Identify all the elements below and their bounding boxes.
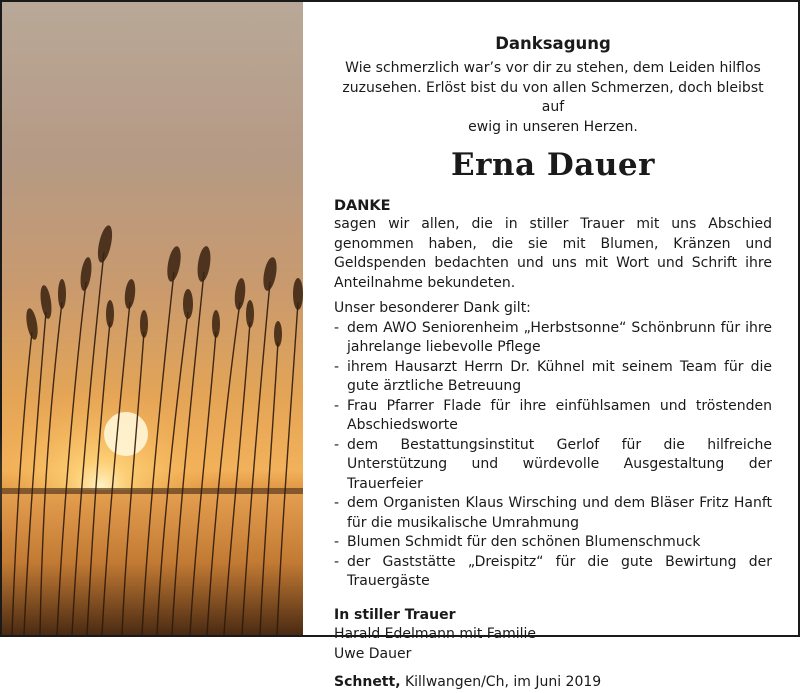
list-item: - dem AWO Seniorenheim „Herbstsonne“ Schönbrunn für ihre jahrelange liebevolle Pflege [334, 319, 772, 355]
dank-list [334, 319, 772, 592]
notice-heading: Danksagung [495, 34, 611, 53]
danke-title: DANKE [334, 198, 391, 214]
list-item: - Frau Pfarrer Flade für ihre einfühlsamen und tröstenden Abschiedsworte [334, 397, 772, 433]
mourners-block [334, 606, 772, 665]
list-item: - dem Organisten Klaus Wirsching und dem Bläser Fritz Hanft für die musikalische Umrahmung [334, 495, 772, 531]
list-item-text: dem AWO Seniorenheim „Herbstsonne“ Schönbrunn für ihre jahrelange liebevolle Pflege [347, 319, 772, 355]
list-item-text: ihrem Hausarzt Herrn Dr. Kühnel mit seinem Team für die gute ärztliche Betreuung [347, 358, 772, 394]
poem-line: Wie schmerzlich war’s vor dir zu stehen, dem Leiden hilflos [345, 60, 761, 76]
list-item-text: der Gaststätte „Dreispitz“ für die gute Bewirtung der Trauergäste [347, 553, 772, 589]
sunset-reeds-photo [2, 2, 303, 635]
list-item-text: Blumen Schmidt für den schönen Blumenschmuck [347, 534, 701, 550]
dank-intro: Unser besonderer Dank gilt: [334, 300, 531, 316]
list-item: - dem Bestattungsinstitut Gerlof für die hilfreiche Unterstützung und würdevolle Ausgestaltung der Trauerfeier [334, 436, 772, 492]
danke-body: sagen wir allen, die in stiller Trauer mit uns Abschied genommen haben, die sie mit Blumen, Kränzen und Geldspenden bedachten und uns mit Wort und Schrift ihre Anteilnahme bekundeten. [334, 216, 772, 291]
poem-line: zuzusehen. Erlöst bist du von allen Schmerzen, doch bleibst auf [342, 79, 764, 115]
list-item-text: dem Bestattungsinstitut Gerlof für die hilfreiche Unterstützung und würdevolle Ausgestaltung der Trauerfeier [347, 436, 772, 492]
place-town: Schnett, [334, 674, 401, 690]
list-item: - der Gaststätte „Dreispitz“ für die gute Bewirtung der Trauergäste [334, 553, 772, 589]
mourners-title: In stiller Trauer [334, 606, 456, 623]
poem [334, 59, 772, 137]
list-item: - ihrem Hausarzt Herrn Dr. Kühnel mit seinem Team für die gute ärztliche Betreuung [334, 358, 772, 394]
place-rest: Killwangen/Ch, im Juni 2019 [400, 674, 602, 690]
list-item-text: Frau Pfarrer Flade für ihre einfühlsamen und tröstenden Abschiedsworte [347, 397, 772, 433]
poem-line: ewig in unseren Herzen. [468, 118, 638, 135]
list-item: - Blumen Schmidt für den schönen Blumenschmuck [334, 534, 701, 550]
mourner-line: Uwe Dauer [334, 645, 412, 662]
place-date [334, 673, 772, 693]
mourner-line: Harald Edelmann mit Familie [334, 626, 537, 642]
deceased-name: Erna Dauer [451, 147, 655, 183]
text-column [334, 34, 772, 693]
list-item-text: dem Organisten Klaus Wirsching und dem Bläser Fritz Hanft für die musikalische Umrahmung [347, 495, 772, 531]
